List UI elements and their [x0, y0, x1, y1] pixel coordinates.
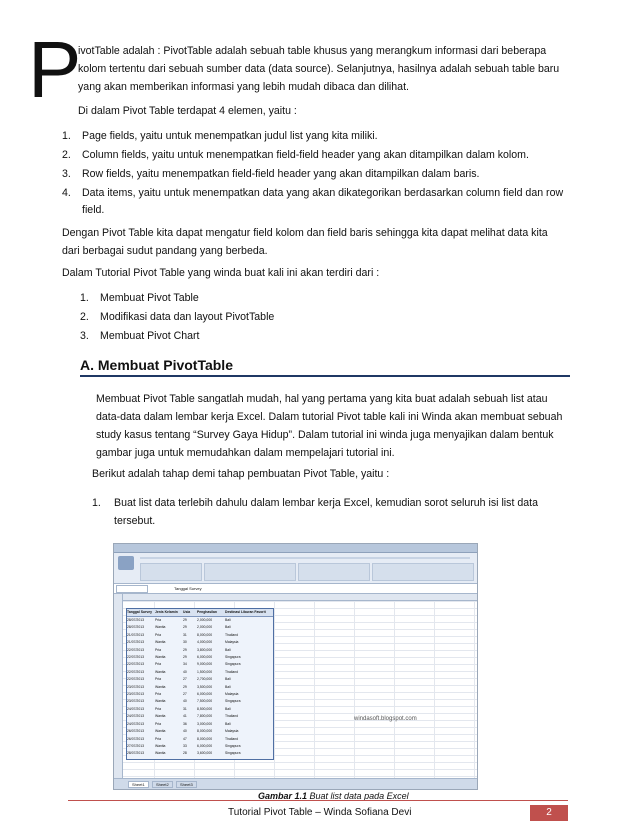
table-cell: Pria	[155, 736, 162, 741]
table-cell: 1,500,000	[197, 669, 213, 674]
table-cell: 47	[183, 736, 187, 741]
table-cell: 23/07/2013	[127, 699, 144, 704]
table-cell: Bali	[225, 684, 231, 689]
table-row	[127, 706, 273, 713]
table-cell: 22/07/2013	[127, 655, 144, 660]
table-cell: 3,600,000	[197, 751, 213, 756]
table-cell: 2,000,000	[197, 618, 213, 622]
table-cell: 26/07/2013	[127, 729, 144, 734]
table-cell: 29	[183, 618, 187, 622]
table-cell: 29	[183, 625, 187, 630]
table-cell: Pria	[155, 662, 162, 667]
row-headers	[114, 594, 123, 778]
table-cell: Singapura	[225, 751, 241, 756]
table-row	[127, 743, 273, 750]
section-paragraph: Membuat Pivot Table sangatlah mudah, hal yang pertama yang kita buat adalah sebuah list atau data-data dalam lembar kerja Excel. Dalam tutorial Pivot table kali ini Winda akan membuat sebuah study kasus tentang “Survey Gaya Hidup”. Dalam tutorial ini winda juga menyajikan dalam bentuk gambar juga untuk memudahkan dalam mempelajari tutorial ini.	[96, 393, 563, 459]
table-cell: Pria	[155, 677, 162, 682]
office-button-icon[interactable]	[118, 556, 134, 570]
worksheet-grid[interactable]	[114, 594, 477, 778]
table-cell: Thailand	[225, 632, 239, 637]
table-cell: 29	[183, 684, 187, 689]
table-cell: 40	[183, 669, 187, 674]
table-cell: 8,000,000	[197, 736, 213, 741]
table-cell: Pria	[155, 706, 162, 711]
table-cell: Wanita	[155, 684, 166, 689]
section-heading: A. Membuat PivotTable	[80, 357, 570, 377]
table-cell: Wanita	[155, 729, 166, 734]
steps-intro: Berikut adalah tahap demi tahap pembuatan Pivot Table, yaitu :	[92, 468, 390, 480]
table-cell: 21/07/2013	[127, 640, 144, 645]
table-cell: 34	[183, 662, 187, 667]
table-cell: 41	[183, 714, 187, 719]
table-cell: 3,000,000	[197, 721, 213, 726]
table-row	[127, 691, 273, 698]
table-row	[127, 676, 273, 683]
table-cell: 6,000,000	[197, 743, 213, 748]
table-cell: Wanita	[155, 699, 166, 704]
table-cell: Bali	[225, 706, 231, 711]
table-cell: Malaysia	[225, 729, 239, 734]
column-headers	[114, 594, 477, 601]
table-cell: 28/07/2013	[127, 618, 144, 622]
table-row	[127, 669, 273, 676]
table-cell: 24/07/2013	[127, 721, 144, 726]
table-cell: Wanita	[155, 714, 166, 719]
caption-text: Buat list data pada Excel	[307, 791, 409, 801]
table-cell: Thailand	[225, 714, 239, 719]
table-row	[127, 632, 273, 639]
table-cell: Pria	[155, 721, 162, 726]
table-cell: 31	[183, 706, 187, 711]
table-row	[127, 661, 273, 668]
table-row	[127, 647, 273, 654]
table-cell: Wanita	[155, 743, 166, 748]
table-cell: 40	[183, 699, 187, 704]
list-item: 2. Modifikasi data dan layout PivotTable	[80, 311, 275, 323]
table-cell: Pria	[155, 692, 162, 697]
list-item: 2. Column fields, yaitu untuk menempatkan field-field header yang akan ditampilkan dalam kolom.	[62, 149, 529, 161]
table-cell: 40	[183, 729, 187, 734]
table-cell: Bali	[225, 647, 231, 652]
table-cell: 36	[183, 721, 187, 726]
table-row	[127, 698, 273, 705]
table-cell: 8,500,000	[197, 706, 213, 711]
elements-intro: Di dalam Pivot Table terdapat 4 elemen, yaitu :	[78, 105, 297, 117]
table-cell: 4,000,000	[197, 640, 213, 645]
table-cell: 7,800,000	[197, 714, 213, 719]
table-row	[127, 750, 273, 757]
table-cell: 8,000,000	[197, 632, 213, 637]
table-cell: 22/07/2013	[127, 662, 144, 667]
table-row	[127, 713, 273, 720]
table-cell: 28/07/2013	[127, 751, 144, 756]
data-table[interactable]	[126, 608, 274, 760]
table-cell: Singapura	[225, 655, 241, 660]
table-row	[127, 728, 273, 735]
formula-input[interactable]: Tanggal Survey	[174, 586, 202, 591]
intro-text: ivotTable adalah : PivotTable adalah sebuah table khusus yang merangkum informasi dari beberapa kolom tertentu dari sebuah sumber data (data source). Selanjutnya, hasilnya adalah sebuah table baru yang akan memberikan informasi yang lebih mudah dibaca dan dilihat.	[78, 45, 560, 93]
table-cell: 28/07/2013	[127, 625, 144, 630]
list-item: 3. Membuat Pivot Chart	[80, 330, 200, 342]
table-cell: 27	[183, 692, 187, 697]
table-cell: 22/07/2013	[127, 677, 144, 682]
excel-screenshot	[113, 543, 478, 790]
table-body	[127, 617, 273, 758]
table-cell: Wanita	[155, 669, 166, 674]
table-cell: Pria	[155, 632, 162, 637]
name-box[interactable]	[116, 585, 148, 593]
table-cell: Pria	[155, 618, 162, 622]
table-cell: 23/07/2013	[127, 684, 144, 689]
footer-title: Tutorial Pivot Table – Winda Sofiana Devi	[228, 807, 412, 818]
table-cell: 3,500,000	[197, 684, 213, 689]
table-cell: 28	[183, 751, 187, 756]
excel-ribbon	[114, 553, 477, 584]
table-cell: 29	[183, 647, 187, 652]
table-cell: 29	[183, 655, 187, 660]
table-cell: Wanita	[155, 751, 166, 756]
table-cell: 27	[183, 677, 187, 682]
table-cell: 33	[183, 743, 187, 748]
caption-label: Gambar 1.1	[258, 791, 308, 801]
table-cell: 7,500,000	[197, 699, 213, 704]
table-cell: Singapura	[225, 743, 241, 748]
table-cell: Bali	[225, 625, 231, 630]
table-cell: Singapura	[225, 699, 241, 704]
table-cell: 2,700,000	[197, 677, 213, 682]
list-item: 3. Row fields, yaitu menempatkan field-field header yang akan ditampilkan dalam baris.	[62, 168, 480, 180]
drop-cap: P	[28, 25, 82, 114]
sheet-tab[interactable]: Sheet1	[128, 781, 149, 788]
table-cell: 6,000,000	[197, 655, 213, 660]
table-cell: Bali	[225, 677, 231, 682]
table-cell: 27/07/2013	[127, 743, 144, 748]
table-row	[127, 624, 273, 631]
table-cell: 24/07/2013	[127, 706, 144, 711]
step-1	[92, 494, 562, 530]
table-row	[127, 639, 273, 646]
list-item: 1. Page fields, yaitu untuk menempatkan judul list yang kita miliki.	[62, 130, 378, 142]
table-cell: 23/07/2013	[127, 692, 144, 697]
table-cell: Thailand	[225, 736, 239, 741]
table-cell: Wanita	[155, 640, 166, 645]
table-cell: Pria	[155, 647, 162, 652]
table-cell: 9,000,000	[197, 662, 213, 667]
table-cell: Singapura	[225, 662, 241, 667]
table-cell: 22/07/2013	[127, 647, 144, 652]
table-cell: Wanita	[155, 655, 166, 660]
table-cell: 22/07/2013	[127, 669, 144, 674]
step-number: 1.	[92, 497, 101, 509]
table-header-row: Tanggal Survey Jenis Kelamin Usia Penghasilan Destinasi Liburan Favorit	[127, 609, 273, 617]
pivot-paragraph: Dengan Pivot Table kita dapat mengatur field kolom dan field baris sehingga kita dapat melihat data kita dari berbagai sudut pandang yang berbeda.	[62, 227, 548, 257]
table-cell: 26/07/2013	[127, 736, 144, 741]
formula-bar	[114, 584, 477, 594]
elements-list	[62, 128, 568, 221]
table-cell: 24/07/2013	[127, 714, 144, 719]
table-cell: 3,800,000	[197, 647, 213, 652]
table-cell: Malaysia	[225, 692, 239, 697]
page-footer	[68, 800, 568, 823]
table-cell: 31	[183, 632, 187, 637]
table-cell: Bali	[225, 618, 231, 622]
sheet-tab[interactable]: Sheet2	[152, 781, 173, 788]
table-cell: Bali	[225, 721, 231, 726]
table-row	[127, 617, 273, 624]
table-cell: 6,000,000	[197, 692, 213, 697]
table-cell: 2,000,000	[197, 625, 213, 630]
list-item: 1. Membuat Pivot Table	[80, 292, 199, 304]
table-cell: 21/07/2013	[127, 632, 144, 637]
watermark: windasoft.blogspot.com	[354, 716, 417, 722]
list-item: 4. Data items, yaitu untuk menempatkan data yang akan dikategorikan berdasarkan column field dan row field.	[62, 187, 564, 216]
table-cell: Wanita	[155, 625, 166, 630]
intro-paragraph	[78, 42, 568, 120]
table-row	[127, 736, 273, 743]
table-row	[127, 721, 273, 728]
step-text: Buat list data terlebih dahulu dalam lembar kerja Excel, kemudian sorot seluruh isi list data tersebut.	[114, 497, 538, 527]
table-cell: Malaysia	[225, 640, 239, 645]
tutorial-intro: Dalam Tutorial Pivot Table yang winda buat kali ini akan terdiri dari :	[62, 267, 380, 279]
excel-title-bar	[114, 544, 477, 553]
sheet-tab-bar	[114, 778, 477, 790]
tutorial-list	[80, 290, 560, 347]
table-cell: 8,000,000	[197, 729, 213, 734]
sheet-tab[interactable]: Sheet3	[176, 781, 197, 788]
table-cell: Thailand	[225, 669, 239, 674]
page-number: 2	[530, 805, 568, 821]
table-row	[127, 684, 273, 691]
table-cell: 30	[183, 640, 187, 645]
table-row	[127, 654, 273, 661]
